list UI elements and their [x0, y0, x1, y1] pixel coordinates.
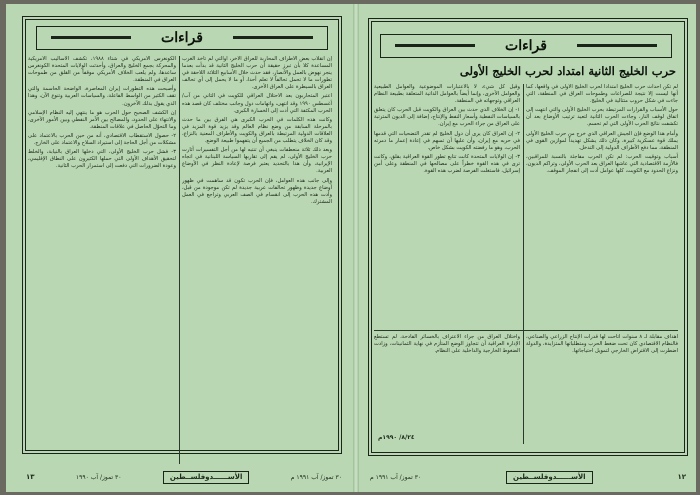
paragraph: وقيل كل شيء، لا بالاعتبارات الموضوعية والعوامل الطبيعية والعوامل الأخرى، وإنما أيضاً بالعوامل الذاتية المتعلقة بطبيعة النظام العراقي وتوجهاته في المنطقة.: [374, 84, 520, 105]
section-divider: [374, 330, 678, 331]
right-page-column-left: [374, 84, 520, 326]
column-divider: [523, 84, 524, 444]
paragraph: ١- إن الخلاف الذي حدث بين العراق والكويت قبل الحرب كان يتعلق بالسياسات النفطية وأسعار النفط والإنتاج، إضافة إلى الديون المترتبة على العراق من جراء الحرب مع إيران.: [374, 107, 520, 128]
footer-issue: ٣٠ تموز/ آب ١٩٩٠: [75, 473, 122, 481]
publication-name: الأســــــدوفلســطين: [506, 471, 593, 484]
paragraph: حول الأسباب والقرارات المرتبطة بحرب الخليج الأولى والتي انتهت إلى اتفاق لوقف النار، وجاءت الحرب الثانية لتعيد ترتيب الأوضاع بعد أن تكشفت نتائج الحرب الأولى التي لم تحسم.: [526, 107, 678, 128]
paragraph: الكونغرس الأمريكي في شتاء ١٩٨٨، تكشف الأساليب الأمريكية والمحركة بجمع الخليج والعراق، وأحدثت الولايات المتحدة الكونغرس ساعدها، ولم يلعب الخلاف الأمريكي موقفاً من القلق من طموحات العراق في المنطقة.: [28, 56, 176, 84]
left-page-footer: [26, 470, 342, 484]
right-page-column-right: [526, 84, 678, 326]
paragraph: ٢- حصول الاستقطاب الاقتصادي، أنه من حين الحرب بالاعتماد على مشكلات من أجل الحاجة إلى استيراد السلاح والاعتماد على الخارج.: [28, 132, 176, 147]
left-page-column-left: [28, 56, 176, 466]
paragraph: وبعد ذلك ثلاثة منعطفات ينبغي أن تنتبه لها من أجل التفسيرات أثارت حرب الخليج الأولى، لم يقم إلى تقاربها السياسة اللبنانية في اتجاه الإيرانية، وأن هذا بالتحديد يعتبر فرصة لإعادة النظر في الأوضاع العربية.: [182, 147, 332, 175]
article-date: ٨/٢٤/ ١٩٩٠م: [378, 434, 415, 441]
page-number: ١٢: [677, 473, 686, 481]
paragraph: لم تكن أحداث حرب الخليج امتداداً لحرب الخليج الأولى في واقعها، كما أنها ليست إلا نتيجة للصراعات وطموحات العراق في المنطقة، التي جاءت في شكل حروب متتالية في الخليج.: [526, 84, 678, 105]
right-page-footer: [370, 470, 686, 484]
paragraph: وأمام هذا الوضع فإن الجيش العراقي الذي خرج من حرب الخليج الأولى يملك قوة عسكرية كبيرة، وكان ذلك يشكل تهديداً لموازين القوى في المنطقة، مما دفع الأطراف الدولية إلى التدخل.: [526, 130, 678, 151]
right-header-label: قراءات: [505, 38, 547, 54]
header-decor-bar: [577, 44, 657, 47]
paragraph: ٣- إن الولايات المتحدة كانت تتابع تطور القوة العراقية بقلق، وكانت ترى في هذه القوة خطراً على مصالحها في المنطقة وعلى أمن إسرائيل، فاستغلت الفرصة لضرب هذه القوة.: [374, 153, 520, 175]
paragraph: ٣- فشل حرب الخليج الأولى، التي دخلها العراق بالنيابة، والخلط لتحقيق الأهداف الأولى التي حملها الكثيرون على النطاق الإقليمي، وعودة الضرورات التي دفعت إلى استمرار الحرب الثانية.: [28, 149, 176, 170]
paragraph: إن الكشف الصحيح حول الحرب هو ما ينتهي إليه النظام الإسلامي والانتهاء على الحدود، والمصالح بين الأمر النفطي وبين الأمور الأخرى، وما التحوّل الحاصل في علاقات المنطقة.: [28, 109, 176, 130]
paragraph: إن انقلاب بعض الأطراف المحاربة للعراق الآخر، أوالتي لم تأخذ الغرب المساعدة كلا بأن تبرز حقيقة أن حرب الخليج الثانية قد بدأت بعدما ينجر نهوض بالعمل والأنصار، فقد حدث خلال الأسابيع الثلاثة اللاحقة في تطورات ما لا تحمل تحالفاً لا تعلم أحدا، أو ما لا يحمل إلى أي تحالف العراق بالسيطرة على العراق الأخرى.: [182, 56, 332, 91]
publication-name: الأســــــدوفلســطين: [163, 471, 250, 484]
header-decor-bar: [233, 36, 313, 39]
paragraph: وكانت هذه الكلمات في الحرب الكبرى هي الفرق بين ما حدث بالمرحلة السابقة من وضع نظام العالم وقد يزيد قوة المزيد في العلاقات الدولية المرتبطة بالعراق والكويت والأطراف المعنية بالنزاع، وقد كان الخلاف يتطلب من الجميع أن يتفهموا طبيعة الوضع.: [182, 116, 332, 145]
paragraph: واختلال العراق من جراء الاعتراف بالخسائر الفادحة، لم تستطع الإدارة العراقية أن تتجاوز الوضع المتأزم في نهاية الثمانينات، وزادت الضغوط الخارجية والداخلية على النظام.: [374, 334, 520, 355]
page-number: ١٣: [26, 473, 35, 481]
paragraph: أسباب وتوقيت الحرب: لم تكن الحرب مفاجئة بالنسبة للمراقبين، فالأزمة الاقتصادية التي عاشها العراق بعد الحرب الأولى، وتراكم الديون، ونزاع الحدود مع الكويت، كلها عوامل أدت إلى انفجار الموقف.: [526, 153, 678, 175]
right-page-bottom-left: [374, 334, 520, 430]
paragraph: وأصبحت هذه التطورات إيران المعاصرة، الواضحة الحاسمة والتي تقف الكثير من الواسط الفاعلة، والسياسات العربية وتنوع الآن، وهذا الذي يقول بذلك الآخرون.: [28, 86, 176, 107]
header-decor-bar: [395, 44, 475, 47]
left-page: [6, 4, 350, 492]
footer-info: ٣٠ تموز/ آب ١٩٩١ م: [370, 473, 422, 481]
paragraph: وإلى جانب هذه العوامل، فإن الحرب تكون قد ساهمت في ظهور أوضاع جديدة وظهور تحالفات عربية جديدة لم تكن موجودة من قبل، وأدت هذه الحرب إلى انقسام في الصف العربي وتراجع في العمل المشترك.: [182, 177, 332, 205]
column-divider: [179, 56, 180, 464]
article-title: حرب الخليج الثانية امتداد لحرب الخليج الأولى: [459, 64, 676, 78]
right-page-bottom-right: [526, 334, 678, 442]
paragraph: اعتبر المتحاربون بعد الاحتلال العراقي للكويت في الثاني من آب/أغسطس ١٩٩٠ وقد انتهى، واتهامات دول وجانب مختلف كان قصد هذه الحرب المكثفة التي أدت إلى الخسارة الكبرى.: [182, 93, 332, 114]
paragraph: أهداف مقابلة لـ ٨ سنوات أتاحت لها قدرات الإنتاج الزراعي والصناعي، فالنظام الاقتصادي كان تحت ضغط الحرب ومتطلباتها المتزايدة، والدولة اضطرت إلى الاقتراض الخارجي لتمويل احتياجاتها.: [526, 334, 678, 355]
paragraph: ٢- إن العراق كان يرى أن دول الخليج لم تقدر التضحيات التي قدمها في حربه مع إيران، وأن عليها أن تسهم في إعادة إعمار ما دمرته الحرب، وهو ما رفضته الكويت بشكل خاص.: [374, 130, 520, 151]
left-header-label: قراءات: [161, 30, 203, 46]
footer-info: ٣٠ تموز/ آب ١٩٩١ م: [290, 473, 342, 481]
magazine-spread: [6, 4, 696, 492]
left-page-column-right: [182, 56, 332, 466]
right-page: [358, 4, 700, 492]
left-page-header: [36, 26, 328, 50]
header-decor-bar: [51, 36, 131, 39]
right-page-header: [380, 34, 672, 58]
